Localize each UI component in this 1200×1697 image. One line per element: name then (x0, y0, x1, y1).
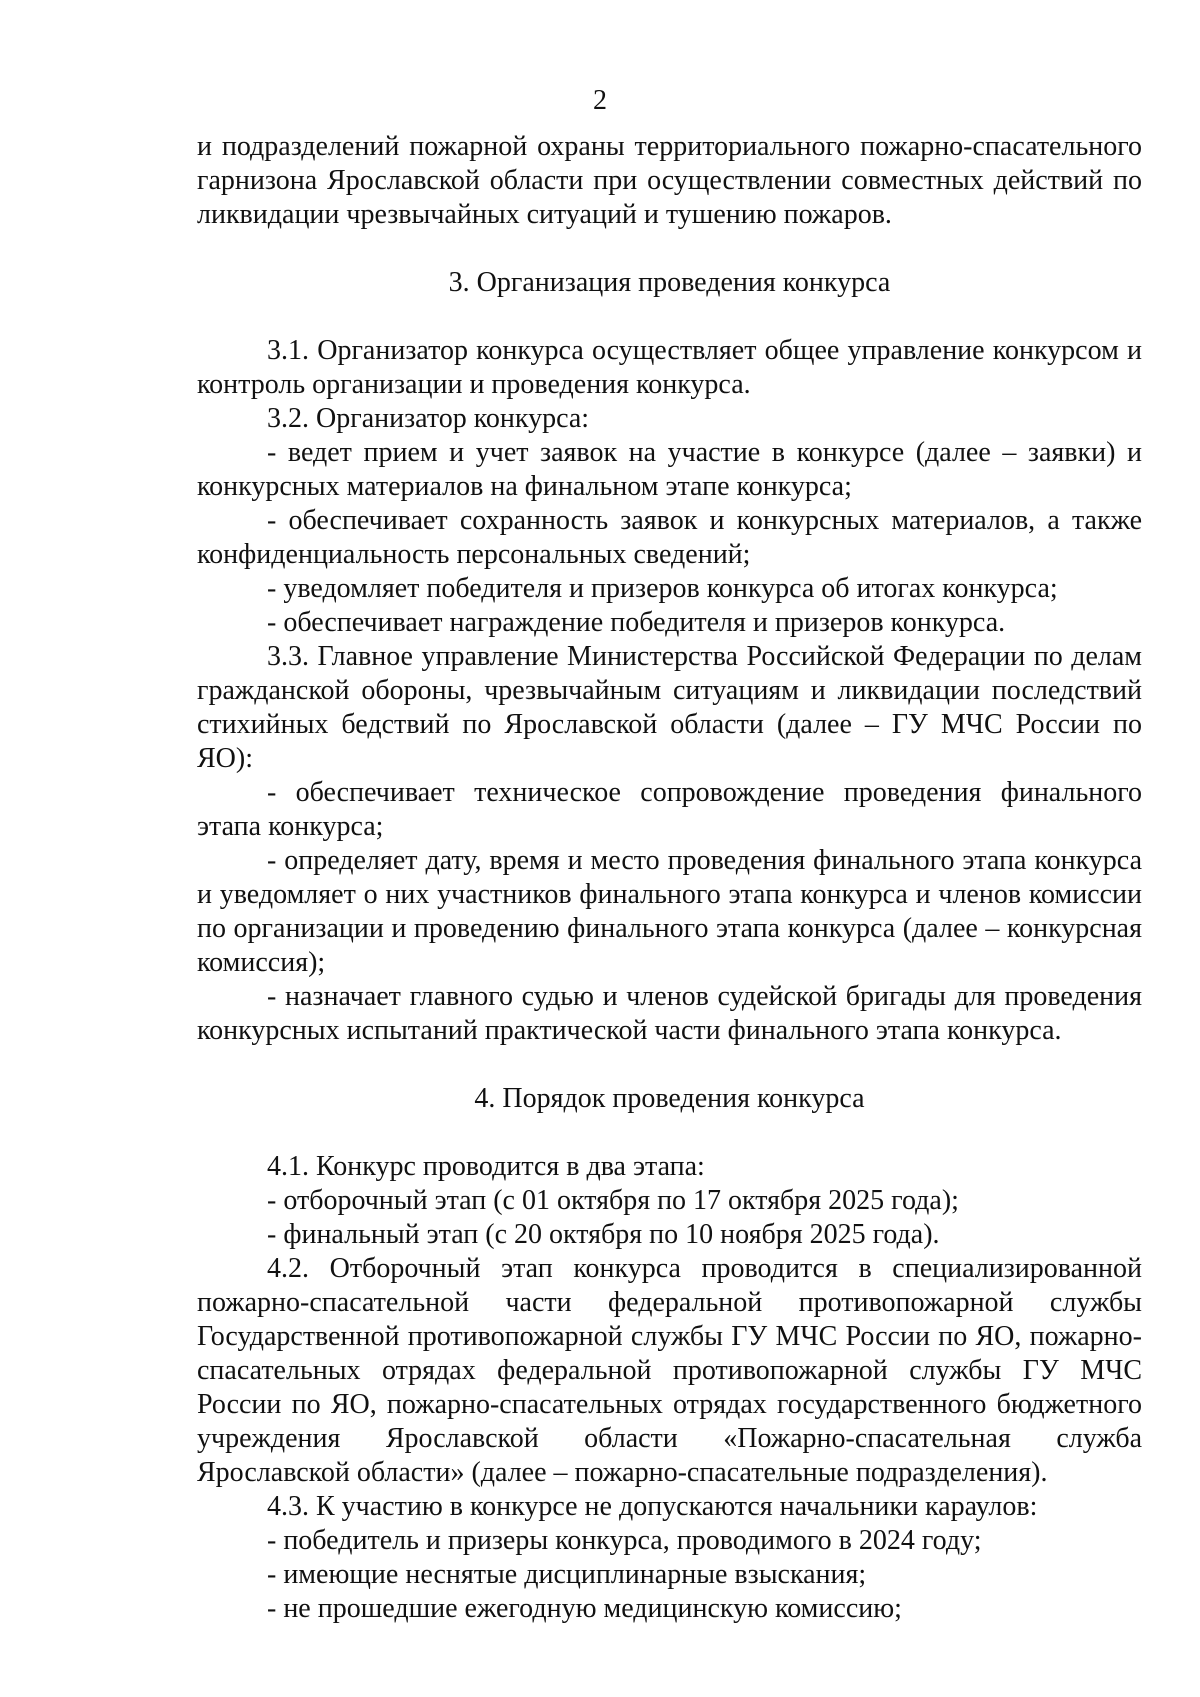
list-item: - имеющие неснятые дисциплинарные взыскания; (267, 1559, 867, 1590)
document-body (197, 130, 1142, 1626)
paragraph-3-2: 3.2. Организатор конкурса: (267, 403, 590, 434)
list-item: - определяет дату, время и место проведения финального этапа конкурса и уведомляет о них участников финального этапа конкурса и членов комиссии по организации и проведению финального этапа конкурса (далее – конкурсная комиссия); (197, 845, 1142, 978)
list-item: - назначает главного судью и членов судейской бригады для проведения конкурсных испытаний практической части финального этапа конкурса. (197, 981, 1142, 1046)
section-3-heading: 3. Организация проведения конкурса (448, 267, 891, 298)
paragraph-4-2: 4.2. Отборочный этап конкурса проводится в специализированной пожарно-спасательной части федеральной противопожарной службы Государственной противопожарной службы ГУ МЧС России по ЯО, пожарно-спасательных отрядах федеральной противопожарной службы ГУ МЧС России по ЯО, пожарно-спасательных отрядах государственного бюджетного учреждения Ярославской области «Пожарно-спасательная служба Ярославской области» (далее – пожарно-спасательные подразделения). (197, 1253, 1142, 1488)
list-item: - финальный этап (с 20 октября по 10 ноября 2025 года). (267, 1219, 940, 1250)
continuation-paragraph: и подразделений пожарной охраны территориального пожарно-спасательного гарнизона Ярославской области при осуществлении совместных действий по ликвидации чрезвычайных ситуаций и тушению пожаров. (197, 131, 1142, 230)
spacer (197, 300, 1142, 334)
list-item: - обеспечивает техническое сопровождение проведения финального этапа конкурса; (197, 777, 1142, 842)
paragraph-4-1: 4.1. Конкурс проводится в два этапа: (267, 1151, 705, 1182)
list-item: - отборочный этап (с 01 октября по 17 октября 2025 года); (267, 1185, 959, 1216)
paragraph-3-3: 3.3. Главное управление Министерства Российской Федерации по делам гражданской обороны, чрезвычайным ситуациям и ликвидации последствий стихийных бедствий по Ярославской области (далее – ГУ МЧС России по ЯО): (197, 641, 1142, 774)
list-item: - не прошедшие ежегодную медицинскую комиссию; (267, 1593, 902, 1624)
spacer (197, 232, 1142, 266)
list-item: - обеспечивает награждение победителя и призеров конкурса. (267, 607, 1006, 638)
paragraph-4-3: 4.3. К участию в конкурсе не допускаются начальники караулов: (267, 1491, 1038, 1522)
section-4-heading: 4. Порядок проведения конкурса (474, 1083, 865, 1114)
list-item: - победитель и призеры конкурса, проводимого в 2024 году; (267, 1525, 982, 1556)
list-item: - ведет прием и учет заявок на участие в конкурсе (далее – заявки) и конкурсных материалов на финальном этапе конкурса; (197, 437, 1142, 502)
page-number: 2 (593, 85, 607, 116)
paragraph-3-1: 3.1. Организатор конкурса осуществляет общее управление конкурсом и контроль организации и проведения конкурса. (197, 335, 1142, 400)
spacer (197, 1116, 1142, 1150)
list-item: - уведомляет победителя и призеров конкурса об итогах конкурса; (267, 573, 1058, 604)
list-item: - обеспечивает сохранность заявок и конкурсных материалов, а также конфиденциальность персональных сведений; (197, 505, 1142, 570)
spacer (197, 1048, 1142, 1082)
